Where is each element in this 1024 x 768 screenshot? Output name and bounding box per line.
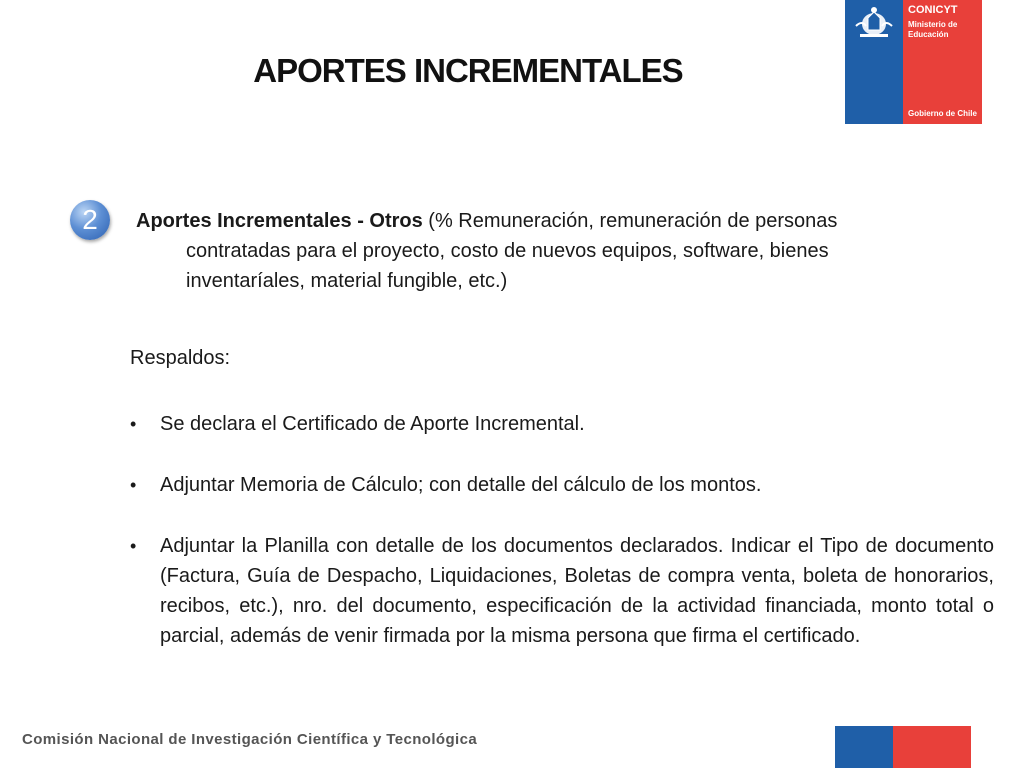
logo-ministry-line2: Educación [908,30,949,39]
logo-org: CONICYT [908,4,958,16]
list-item [130,409,994,439]
list-item [130,531,994,651]
bullet-icon: • [130,414,137,434]
intro-bold: Aportes Incrementales - Otros [136,210,423,232]
logo-ministry-line1: Ministerio de [908,20,958,29]
logo-ministry [908,20,957,40]
bullet-icon: • [130,536,137,556]
footer-text: Comisión Nacional de Investigación Científica y Tecnológica [22,731,478,748]
footer-flag-red [893,726,971,768]
section-intro [136,206,946,296]
chile-crest-icon [852,4,896,40]
bullet-icon: • [130,475,137,495]
list-item [130,470,994,500]
list-item-text: Se declara el Certificado de Aporte Incremental. [160,413,585,435]
list-item-text: Adjuntar la Planilla con detalle de los documentos declarados. Indicar el Tipo de documento (Factura, Guía de Despacho, Liquidaciones, Boletas de compra venta, boleta de honorarios, recibos, etc.), nro. del documento, especificación de la actividad financiada, monto total o parcial, además de venir firmada por la misma persona que firma el certificado. [160,535,994,647]
page-title: APORTES INCREMENTALES [253,52,683,89]
respaldos-label: Respaldos: [130,347,231,369]
logo-government: Gobierno de Chile [908,109,977,118]
respaldos-list [130,409,994,682]
list-item-text: Adjuntar Memoria de Cálculo; con detalle del cálculo de los montos. [160,474,762,496]
footer-flag-blue [835,726,893,768]
intro-rest: (% Remuneración, remuneración de personas contratadas para el proyecto, costo de nuevos equipos, software, bienes inventaríales, material fungible, etc.) [186,210,838,292]
footer-flag [835,726,971,768]
section-number-badge: 2 [70,200,110,240]
